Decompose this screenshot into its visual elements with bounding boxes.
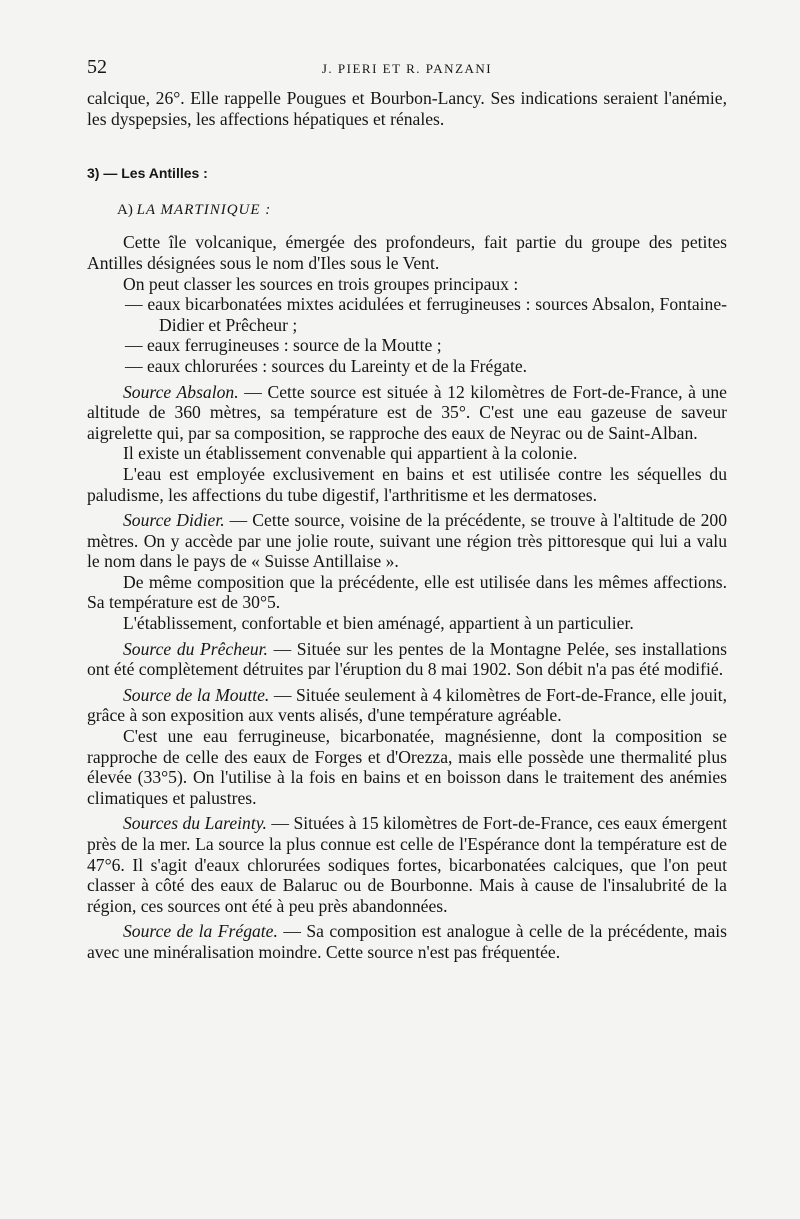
paragraph-classification: On peut classer les sources en trois groupes principaux : — [123, 273, 519, 294]
list-item: — eaux bicarbonatées mixtes acidulées et ferrugineuses : sources Absalon, Fontaine-Didier et Prêcheur ; — [125, 294, 727, 335]
paragraph-fregate: Source de la Frégate. — Sa composition est analogue à celle de la précédente, mais avec une minéralisation moindre. Cette source n'est pas fréquentée. — [87, 921, 728, 962]
section-heading — [87, 163, 727, 184]
source-name: Sources du Lareinty. — [123, 813, 267, 834]
paragraph-didier: Source Didier. — Cette source, voisine de la précédente, se trouve à l'altitude de 200 mètres. On y accède par une jolie route, suivant une région très pittoresque qui lui a valu le nom dans le pays de « Suisse Antillaise ». — [87, 510, 728, 572]
running-head: J. PIERI ET R. PANZANI — [321, 61, 493, 76]
paragraph-island: Cette île volcanique, émergée des profondeurs, fait partie du groupe des petites Antilles désignées sous le nom d'Iles sous le Vent. — [87, 232, 727, 273]
section-title: — Les Antilles : — [103, 165, 208, 182]
paragraph-didier-composition: De même composition que la précédente, elle est utilisée dans les mêmes affections. Sa température est de 30°5. — [87, 571, 727, 613]
subsection-title: LA MARTINIQUE : — [136, 201, 272, 218]
source-name: Source du Prêcheur. — [123, 638, 268, 659]
paragraph-moutte: Source de la Moutte. — Située seulement à 4 kilomètres de Fort-de-France, elle jouit, grâce à son exposition aux vents alisés, d'une température agréable. — [87, 684, 727, 726]
source-name: Source de la Moutte. — [123, 684, 270, 705]
source-name: Source Absalon. — [123, 381, 239, 402]
page — [87, 52, 727, 963]
paragraph-didier-establishment: L'établissement, confortable et bien aménagé, appartient à un particulier. — [123, 613, 634, 634]
source-name: Source de la Frégate. — [123, 921, 278, 942]
subsection-heading — [117, 200, 727, 221]
list-item: — eaux ferrugineuses : source de la Moutte ; — [125, 335, 442, 356]
paragraph-moutte-composition: C'est une eau ferrugineuse, bicarbonatée, magnésienne, dont la composition se rapproche de celle des eaux de Forges et d'Orezza, mais elle possède une thermalité plus élevée (33°5). On l'utilise à la fois en bains et en boisson dans le traitement des anémies climatiques et palustres. — [87, 726, 727, 808]
source-name: Source Didier. — [123, 510, 225, 531]
list-item: — eaux chlorurées : sources du Lareinty et de la Frégate. — [125, 355, 528, 376]
paragraph-absalon-usage: L'eau est employée exclusivement en bains et est utilisée contre les séquelles du paludisme, les affections du tube digestif, l'arthritisme et les dermatoses. — [87, 463, 727, 505]
section-number: 3) — [87, 165, 100, 182]
paragraph-precheur: Source du Prêcheur. — Située sur les pentes de la Montagne Pelée, ses installations ont été complètement détruites par l'éruption du 8 mai 1902. Son débit n'a pas été modifié. — [87, 638, 727, 680]
paragraph-absalon: Source Absalon. — Cette source est située à 12 kilomètres de Fort-de-France, à une altitude de 360 mètres, sa température est de 35°. C'est une eau gazeuse de saveur aigrelette qui, par sa composition, se rapproche des eaux de Neyrac ou de Saint-Alban. — [87, 381, 727, 443]
page-header — [87, 52, 727, 88]
paragraph-lareinty: Sources du Lareinty. — Situées à 15 kilomètres de Fort-de-France, ces eaux émergent près de la mer. La source la plus connue est celle de l'Espérance dont la température est de 47°6. Il s'agit d'eaux chlorurées sodiques fortes, bicarbonatées calciques, que l'on peut classer à côté des eaux de Balaruc ou de Bourbonne. Mais à cause de l'insalubrité de la région, ces sources ont été à peu près abandonnées. — [87, 813, 727, 916]
paragraph-absalon-establishment: Il existe un établissement convenable qui appartient à la colonie. — [123, 443, 578, 464]
page-number: 52 — [87, 56, 107, 78]
subsection-letter: A) — [117, 201, 133, 218]
intro-paragraph: calcique, 26°. Elle rappelle Pougues et Bourbon-Lancy. Ses indications seraient l'anémie, les dyspepsies, les affections hépatiques et rénales. — [87, 88, 727, 129]
